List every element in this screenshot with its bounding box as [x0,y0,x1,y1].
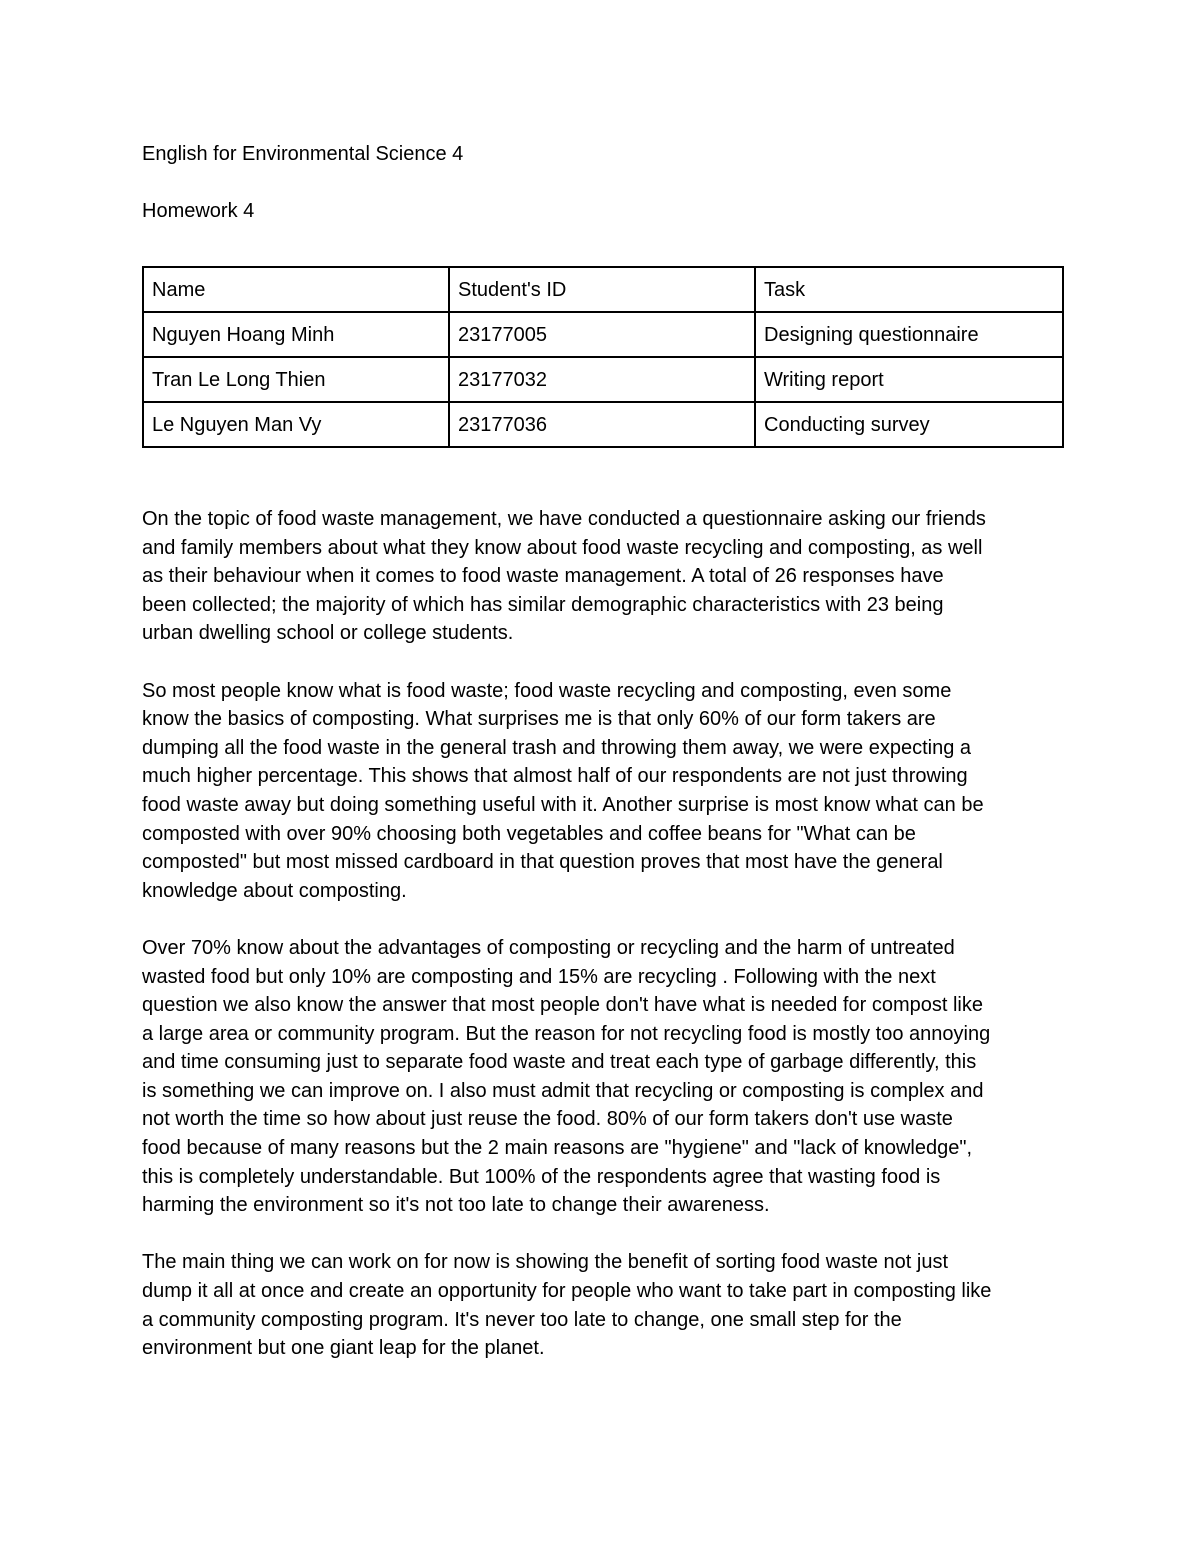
paragraph-line: The main thing we can work on for now is showing the benefit of sorting food waste not just [142,1251,948,1274]
paragraph-line: food because of many reasons but the 2 main reasons are "hygiene" and "lack of knowledge", [142,1137,973,1160]
paragraph [142,1248,1062,1362]
member-id: 23177005 [449,312,755,357]
member-name: Le Nguyen Man Vy [143,402,449,447]
header-student-id: Student's ID [449,267,755,312]
paragraph-line: So most people know what is food waste; food waste recycling and composting, even some [142,679,952,702]
paragraph-line: a community composting program. It's never too late to change, one small step for the [142,1308,902,1331]
member-name: Tran Le Long Thien [143,357,449,402]
table-row [143,312,1063,357]
paragraph-line: and family members about what they know about food waste recycling and composting, as well [142,536,983,559]
member-task: Writing report [755,357,1063,402]
course-title: English for Environmental Science 4 [142,143,464,165]
table-row [143,357,1063,402]
paragraph-line: dumping all the food waste in the general trash and throwing them away, we were expecting a [142,736,972,759]
paragraph-line: wasted food but only 10% are composting and 15% are recycling . Following with the next [142,965,936,988]
paragraph-line: food waste away but doing something useful with it. Another surprise is most know what can be [142,793,984,816]
member-id: 23177036 [449,402,755,447]
paragraph-line: harming the environment so it's not too late to change their awareness. [142,1194,770,1217]
paragraph-line: know the basics of composting. What surprises me is that only 60% of our form takers are [142,708,936,731]
homework-label: Homework 4 [142,200,255,222]
paragraph-line: a large area or community program. But the reason for not recycling food is mostly too annoying [142,1022,991,1045]
paragraph-line: and time consuming just to separate food waste and treat each type of garbage differently, this [142,1051,977,1074]
paragraph-line: On the topic of food waste management, we have conducted a questionnaire asking our friends [142,508,986,530]
report-body [142,505,1062,1363]
paragraph-line: dump it all at once and create an opportunity for people who want to take part in composting like [142,1280,992,1303]
paragraph-line: question we also know the answer that most people don't have what is needed for compost like [142,994,983,1017]
paragraph-line: composted with over 90% choosing both vegetables and coffee beans for "What can be [142,822,916,845]
paragraph [142,505,1062,648]
table-header-row [143,267,1063,312]
header-task: Task [755,267,1063,312]
paragraph-line: urban dwelling school or college students. [142,622,514,645]
member-id: 23177032 [449,357,755,402]
paragraph-line: been collected; the majority of which has similar demographic characteristics with 23 being [142,593,944,616]
paragraph-line: composted" but most missed cardboard in that question proves that most have the general [142,851,943,874]
members-table [142,266,1064,448]
paragraph-line: is something we can improve on. I also must admit that recycling or composting is complex and [142,1079,984,1102]
paragraph-line: this is completely understandable. But 100% of the respondents agree that wasting food is [142,1165,941,1188]
member-name: Nguyen Hoang Minh [143,312,449,357]
paragraph-line: knowledge about composting. [142,879,407,902]
document-page [142,139,1062,1363]
paragraph-line: Over 70% know about the advantages of composting or recycling and the harm of untreated [142,936,955,959]
member-task: Designing questionnaire [755,312,1063,357]
header-name: Name [143,267,449,312]
paragraph-line: environment but one giant leap for the planet. [142,1337,545,1360]
member-task: Conducting survey [755,402,1063,447]
paragraph-line: as their behaviour when it comes to food waste management. A total of 26 responses have [142,565,944,588]
table-row [143,402,1063,447]
paragraph-line: much higher percentage. This shows that almost half of our respondents are not just throwing [142,765,968,788]
paragraph [142,934,1062,1220]
paragraph-line: not worth the time so how about just reuse the food. 80% of our form takers don't use waste [142,1108,953,1131]
paragraph [142,677,1062,906]
